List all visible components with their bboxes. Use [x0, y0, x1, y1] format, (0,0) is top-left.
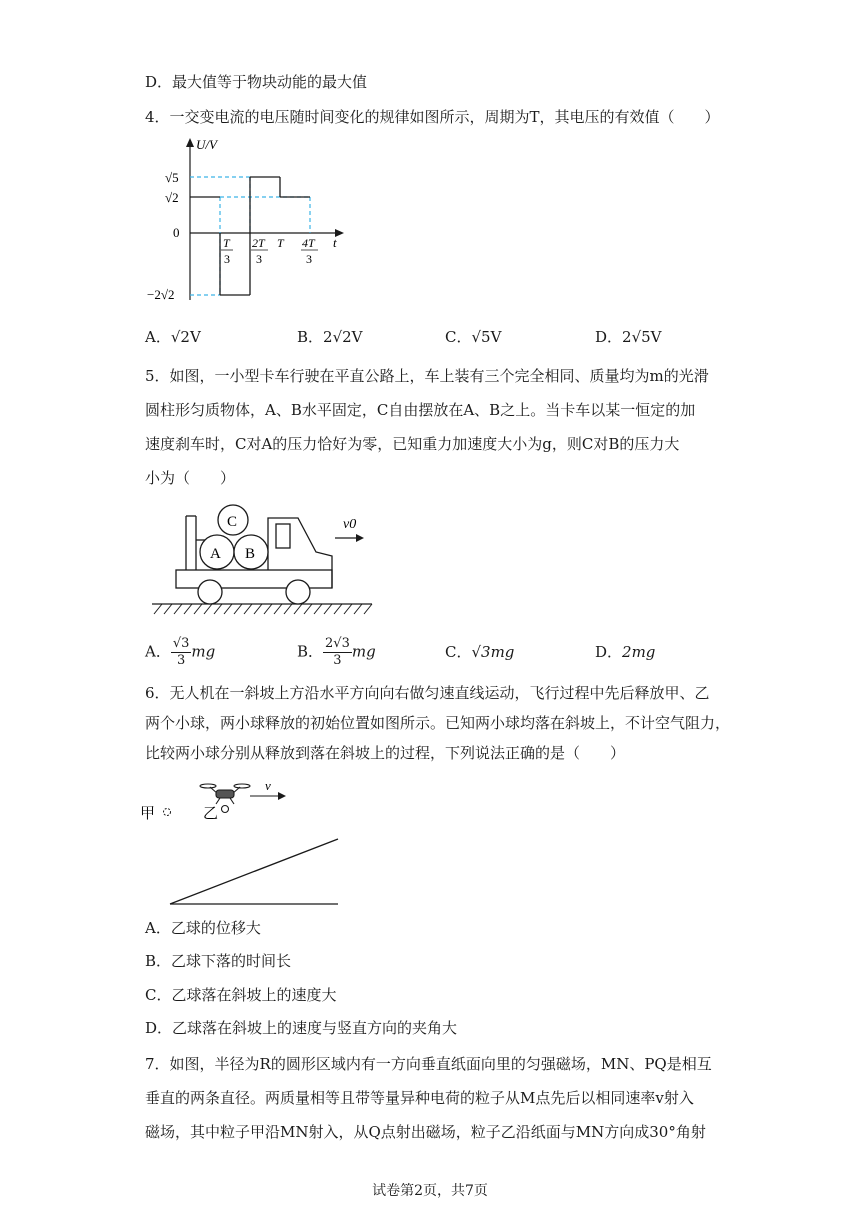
velocity-label: v [265, 778, 271, 793]
ball-jia [164, 809, 171, 816]
y-tick-neg2sqrt2: −2√2 [147, 287, 175, 302]
y-tick-sqrt5: √5 [165, 170, 179, 185]
q5-option-d: D．2mg [595, 643, 656, 661]
q5-option-b: B． $\frac{2√3}{3}$ mg [297, 636, 376, 668]
ball-yi [222, 806, 229, 813]
x-tick-4t3-den: 3 [306, 252, 312, 266]
q4-option-a: A．√2V [145, 328, 201, 346]
x-tick-4t3-num: 4T [302, 236, 315, 250]
x-tick-t3-num: T [223, 236, 230, 250]
x-tick-t: T [277, 236, 284, 250]
q5-line-3: 速度刹车时，C对A的压力恰好为零，已知重力加速度大小为g，则C对B的压力大 [145, 435, 680, 453]
q7-line-2: 垂直的两条直径。两质量相等且带等量异种电荷的粒子从M点先后以相同速率v射入 [145, 1089, 694, 1107]
origin-label: 0 [173, 225, 180, 240]
q6-line-3: 比较两小球分别从释放到落在斜坡上的过程，下列说法正确的是（ ） [145, 744, 626, 762]
q7-line-1: 7．如图，半径为R的圆形区域内有一方向垂直纸面向里的匀强磁场，MN、PQ是相互 [145, 1055, 712, 1073]
y-axis-arrow [186, 138, 194, 147]
velocity-arrow [278, 792, 286, 800]
q6-line-2: 两个小球，两小球释放的初始位置如图所示。已知两小球均落在斜坡上，不计空气阻力， [145, 714, 731, 732]
q4-option-d: D．2√5V [595, 328, 662, 346]
x-tick-t3-den: 3 [224, 252, 230, 266]
ground-hatch [154, 604, 372, 614]
q4-voltage-graph [147, 135, 355, 310]
q6-option-a: A．乙球的位移大 [145, 919, 261, 937]
q4-option-c: C．√5V [445, 328, 502, 346]
svg-text:C: C [227, 514, 238, 530]
q7-line-3: 磁场，其中粒子甲沿MN射入，从Q点射出磁场，粒子乙沿纸面与MN方向成30°角射 [145, 1123, 706, 1141]
ball-jia-label: 甲 [140, 806, 156, 822]
q4-stem: 4．一交变电流的电压随时间变化的规律如图所示，周期为T，其电压的有效值（ ） [145, 108, 720, 126]
q6-option-d: D．乙球落在斜坡上的速度与竖直方向的夹角大 [145, 1019, 458, 1037]
q6-line-1: 6．无人机在一斜坡上方沿水平方向向右做匀速直线运动，飞行过程中先后释放甲、乙 [145, 684, 710, 702]
q5-option-c: C．√3mg [445, 643, 515, 661]
front-wheel [286, 580, 310, 604]
velocity-label: v0 [343, 517, 357, 532]
x-tick-2t3-num: 2T [252, 236, 265, 250]
page-footer: 试卷第2页，共7页 [372, 1183, 488, 1199]
slope-incline [170, 839, 338, 904]
q5-truck-figure [150, 500, 380, 620]
y-axis-label: U/V [196, 137, 217, 152]
svg-text:B: B [245, 546, 256, 562]
drone-icon [200, 784, 250, 804]
q5-line-4: 小为（ ） [145, 469, 236, 487]
velocity-arrow [356, 534, 364, 542]
rear-wheel [198, 580, 222, 604]
svg-text:A: A [210, 546, 221, 562]
q6-drone-figure [140, 772, 350, 912]
q5-line-1: 5．如图，一小型卡车行驶在平直公路上，车上装有三个完全相同、质量均为m的光滑 [145, 367, 709, 385]
x-axis-label: t [333, 235, 337, 250]
q3-option-d: D．最大值等于物块动能的最大值 [145, 73, 368, 91]
q6-option-b: B．乙球下落的时间长 [145, 952, 292, 970]
q6-option-c: C．乙球落在斜坡上的速度大 [145, 986, 337, 1004]
ball-yi-label: 乙 [203, 806, 219, 822]
y-tick-sqrt2: √2 [165, 190, 179, 205]
x-tick-2t3-den: 3 [256, 252, 262, 266]
q4-option-b: B．2√2V [297, 328, 363, 346]
q5-option-a: A． $\frac{√3}{3}$ mg [145, 636, 216, 668]
q5-line-2: 圆柱形匀质物体，A、B水平固定，C自由摆放在A、B之上。当卡车以某一恒定的加 [145, 401, 696, 419]
waveform [190, 177, 310, 295]
